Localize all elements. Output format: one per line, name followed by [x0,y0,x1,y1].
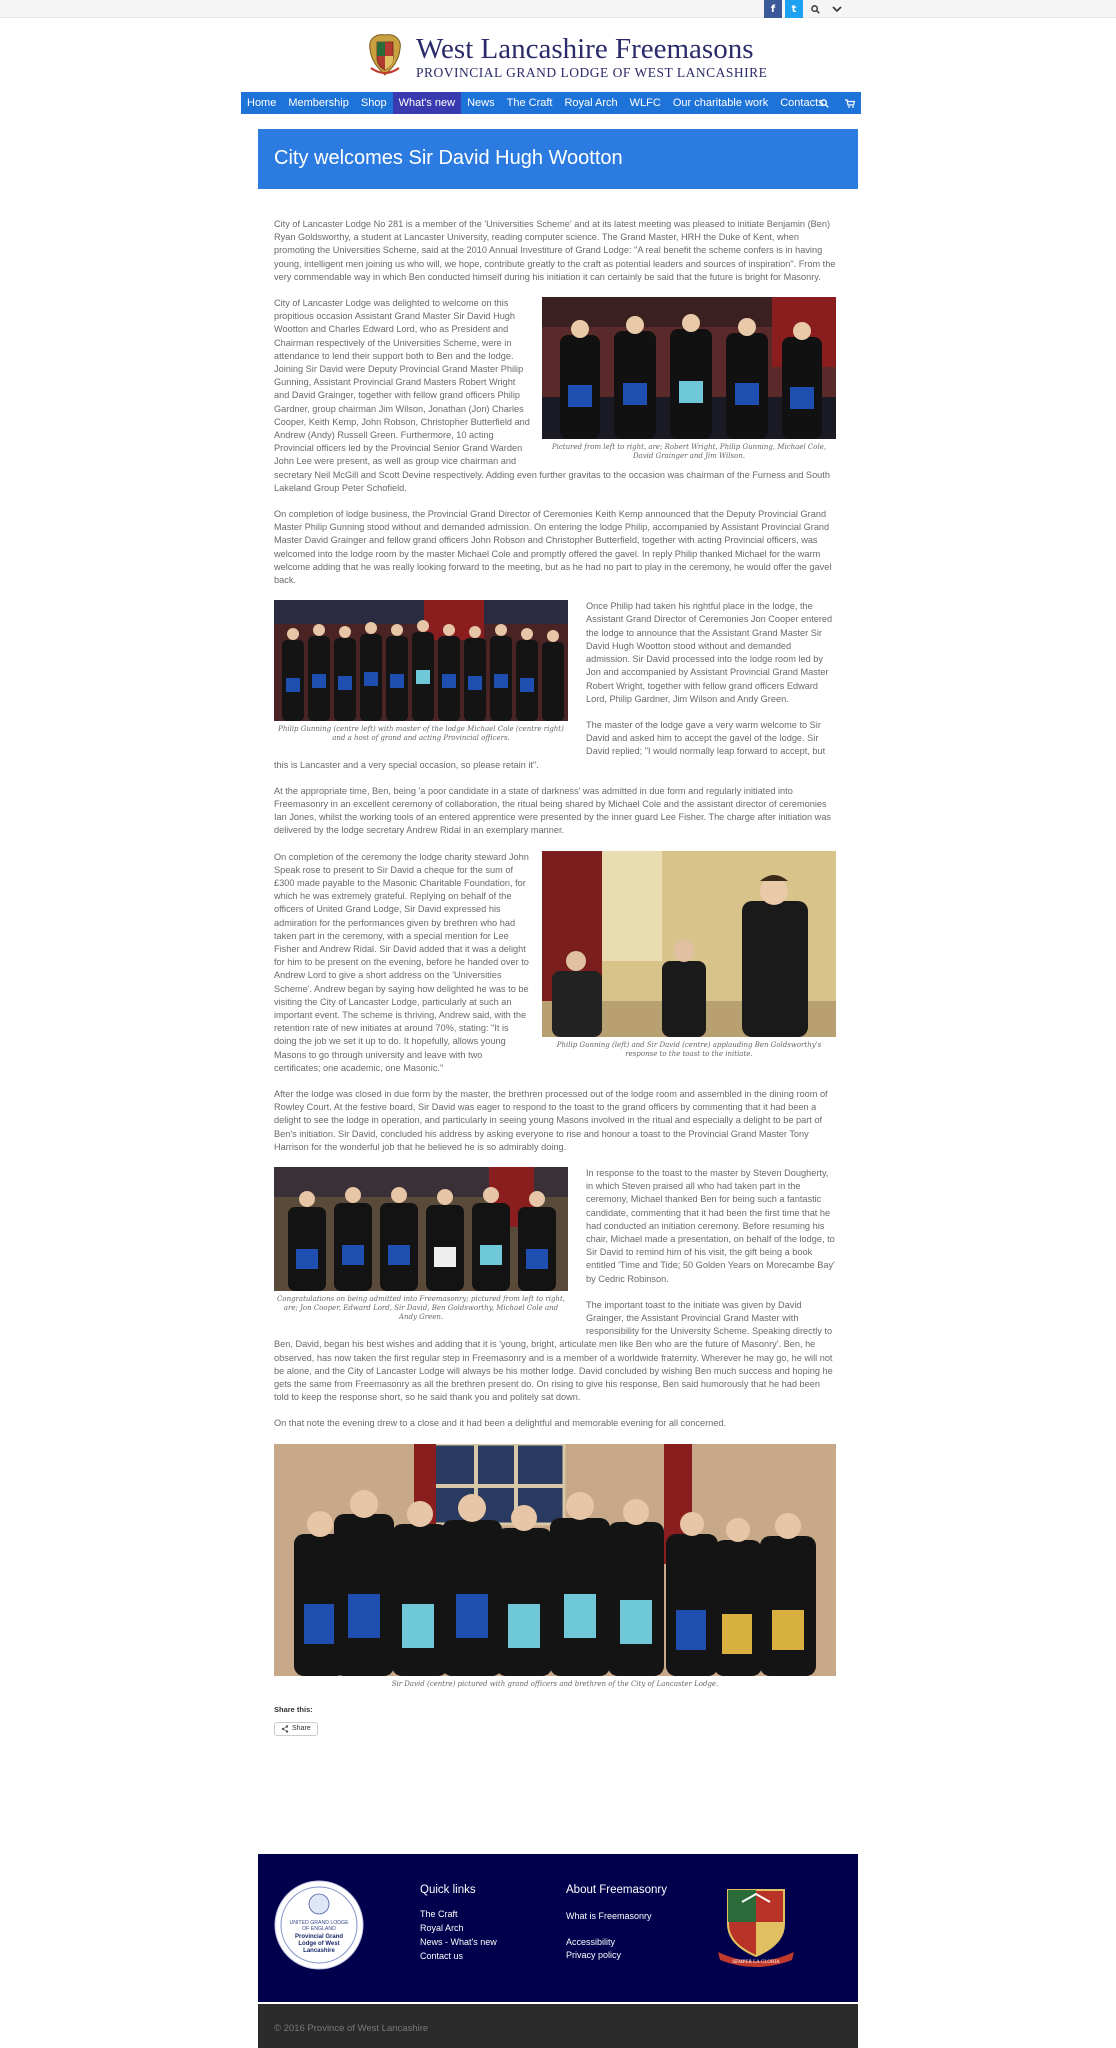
article-paragraph: On completion of lodge business, the Provincial Grand Director of Ceremonies Keith Kemp announced that the Deputy Provincial Grand Master Philip Gunning stood without and demanded admission. On entering the lodge Philip, accompanied by Assistant Provincial Grand Master David Grainger and fellow grand officers John Robson and Christopher Butterfield, together with acting Provincial officers, was welcomed into the lodge room by the master Michael Cole and promptly offered the gavel. In reply Philip thanked Michael for the warm welcome adding that he was really looking forward to the meeting, but as he had no part to play in the ceremony, he would offer the gavel back. [274,509,832,586]
footer-link-news[interactable]: News - What's new [420,1937,497,1947]
photo-figure [542,297,836,461]
main-nav [241,92,861,114]
article-body [274,218,836,1737]
nav-item-membership[interactable]: Membership [288,97,349,109]
photo-caption: Sir David (centre) pictured with grand officers and brethren of the City of Lancaster Lodge. [391,1679,719,1688]
copyright-text: © 2016 Province of West Lancashire [274,2023,429,2034]
site-logo[interactable] [362,32,768,80]
share-button-label: Share [292,1725,311,1733]
nav-item-home[interactable]: Home [247,97,277,109]
photo-figure [274,1167,568,1322]
article-paragraph: The important toast to the initiate was given by David Grainger, the Assistant Provincial Grand Master with responsibility for the University Scheme. Speaking directly to Ben, David, began his best wishes and adding that it is 'young, bright, articulate men like Ben who are the future of Masonry'. Ben, he observed, has now taken the first regular step in Freemasonry and is a member of a worldwide fraternity. Wherever he may go, he will not be alone, and the City of Lancaster Lodge will always be his mother lodge. David concluded by wishing Ben much success and hoping he gets the same from Freemasonry as all the brethren present do. On rising to give his response, Ben said humorously that he had been told to keep the response short, so he said thank you and politely sat down. [274,1299,833,1403]
quick-links-title: Quick links [420,1884,476,1896]
nav-item-the-craft[interactable]: The Craft [506,97,553,109]
copyright-bar [258,2004,858,2048]
article-paragraph: After the lodge was closed in due form by the master, the brethren processed out of the lodge room and assembled in the dining room of Rowley Court. At the festive board, Sir David was eager to respond to the toast to the grand officers by commenting that it had been a delight to see the lodge in operation, and particularly in seeing young Masons involved in the ritual and especially a delight to be part of Ben's initiation. Sir David, concluded his address by asking everyone to rise and honour a toast to the Provincial Grand Master Tony Harrison for the wonderful job that he believed he is so admirably doing. [274,1088,828,1152]
twitter-icon[interactable]: t [785,0,803,18]
seal-line-1: UNITED GRAND LODGE [289,1920,349,1926]
facebook-icon[interactable]: f [764,0,782,18]
share-icon [281,1725,289,1733]
article-paragraph: The master of the lodge gave a very warm welcome to Sir David and asked him to accept the gavel of the lodge. Sir David replied; "I would normally leap forward to accept, but this is Lancaster and a very special occasion, so please retain it". [274,719,826,770]
photo-caption: Pictured from left to right, are; Robert Wright, Philip Gunning, Michael Cole, David Grainger and Jim Wilson. [551,443,827,461]
chevron-down-icon[interactable] [828,0,846,18]
photo-figure [274,600,568,743]
article-paragraph: Once Philip had taken his rightful place in the lodge, the Assistant Grand Director of Ceremonies Jon Cooper entered the lodge to announce that the Assistant Grand Master Sir David Hugh Wootton stood without and demanded admission. Sir David processed into the lodge room led by Jon and accompanied by Assistant Provincial Grand Master Robert Wright, together with fellow grand officers Edward Lord, Philip Gardner, Jim Wilson and Andy Green. [586,601,833,704]
article-paragraph: City of Lancaster Lodge No 281 is a member of the 'Universities Scheme' and at its latest meeting was pleased to initiate Benjamin (Ben) Ryan Goldsworthy, a student at Lancaster University, reading computer science. The Grand Master, HRH the Duke of Kent, when promoting the Universities Scheme, said at the 2010 Annual Investiture of Grand Lodge: "A real benefit the scheme confers is in having young, intelligent men joining us who will, we hope, contribute greatly to the craft as potential leaders and sources of inspiration". From the very commendable way in which Ben conducted himself during his initiation it can certainly be said that the future is bright for Masonry. [274,219,836,282]
nav-item-news[interactable]: News [467,97,495,109]
article-paragraph: In response to the toast to the master by Steven Dougherty, in which Steven praised all who had taken part in the ceremony, Michael thanked Ben for being such a fantastic candidate, commenting that it had been the first time that he had conducted an initiation ceremony. Before resuming his chair, Michael made a presentation, on behalf of the lodge, to Sir David to remind him of his visit, the gift being a book entitled 'Time and Tide; 50 Golden Years on Morecambe Bay' by Cedric Robinson. [586,1168,835,1284]
group-photo[interactable] [274,1167,568,1291]
grand-lodge-seal[interactable] [274,1880,364,1970]
footer-link-what-is[interactable]: What is Freemasonry [566,1911,652,1921]
logo-subtitle: PROVINCIAL GRAND LODGE OF WEST LANCASHIRE [416,65,768,80]
page-title: City welcomes Sir David Hugh Wootton [274,147,623,169]
crest-icon [362,32,408,78]
group-photo[interactable] [274,1444,836,1676]
nav-item-wlfc[interactable]: WLFC [629,97,661,109]
dining-photo[interactable] [542,851,836,1037]
share-button[interactable] [274,1722,318,1736]
group-photo[interactable] [274,600,568,721]
photo-figure [274,1444,836,1689]
nav-item-whats-new[interactable]: What's new [393,92,462,114]
top-bar [0,0,1116,18]
photo-caption: Philip Gunning (centre left) with master of the lodge Michael Cole (centre right) and a host of grand and acting Provincial officers. [278,725,564,743]
seal-line-2: OF ENGLAND [302,1926,336,1932]
footer-link-contact[interactable]: Contact us [420,1951,464,1961]
footer-link-accessibility[interactable]: Accessibility [566,1937,616,1947]
article-paragraph: City of Lancaster Lodge was delighted to welcome on this propitious occasion Assistant Grand Master Sir David Hugh Wootton and Charles Edward Lord, who as President and Chairman respectively of the Universities Scheme, were in attendance to lend their support both to Ben and the lodge. Joining Sir David were Deputy Provincial Grand Master Philip Gunning, Assistant Provincial Grand Masters Robert Wright and David Grainger, together with fellow grand officers Philip Gardner, group chairman Jim Wilson, Jonathan (Jon) Charles Cooper, Keith Kemp, John Robson, Christopher Butterfield and Andrew (Andy) Russell Green. Furthermore, 10 acting Provincial officers led by the Provincial Senior Grand Warden John Lee were present, as well as group vice chairman and secretary Neil McGill and Scott Devine respectively. Adding even further gravitas to the occasion was chairman of the Furness and South Lakeland Group Peter Schofield. [274,298,830,493]
search-icon[interactable] [820,92,829,114]
footer [258,1854,858,2002]
seal-line-4: Lodge of West [298,1941,340,1947]
seal-line-5: Lancashire [303,1948,335,1954]
logo-title: West Lancashire Freemasons [416,33,754,65]
article-paragraph: On completion of the ceremony the lodge charity steward John Speak rose to present to Sir David a cheque for the sum of £300 made payable to the Masonic Charitable Foundation, for which he was extremely grateful. Replying on behalf of the officers of United Grand Lodge, Sir David expressed his admiration for the performances given by brethren who had taken part in the ceremony, with a special mention for Lee Fisher and Andrew Ridal. Sir David added that it was a delight for him to be present on the evening, before he handed over to Andrew Lord to give a short address on the 'Universities Scheme'. Andrew began by saying how delighted he was to be visiting the City of Lancaster Lodge, particularly at such an important event. The scheme is thriving, Andrew said, with the retention rate of new initiates at around 70%, stating: "It is doing the job we set it up to do. It hopefully, allows young Masons to go through university and leave with two certificates; one academic, one Masonic." [274,851,529,1073]
footer-link-privacy[interactable]: Privacy policy [566,1950,622,1960]
province-crest[interactable] [714,1884,798,1968]
photo-figure [542,851,836,1059]
nav-item-royal-arch[interactable]: Royal Arch [564,97,618,109]
photo-caption: Philip Gunning (left) and Sir David (centre) applauding Ben Goldsworthy's response to the toast to the initiate. [556,1040,822,1058]
share-title: Share this: [274,1704,313,1714]
search-icon[interactable] [806,0,824,18]
article-paragraph: On that note the evening drew to a close and it had been a delightful and memorable evening for all concerned. [274,1418,727,1429]
nav-item-contacts[interactable]: Contacts [780,97,824,109]
crest-motto: SEMPER LA GLORIA [732,1960,780,1965]
nav-item-charitable-work[interactable]: Our charitable work [672,97,769,109]
seal-line-3: Provincial Grand [294,1934,344,1940]
group-photo[interactable] [542,297,836,439]
nav-item-shop[interactable]: Shop [360,97,387,109]
footer-link-royal-arch[interactable]: Royal Arch [420,1923,464,1933]
about-title: About Freemasonry [566,1884,667,1896]
photo-caption: Congratulations on being admitted into Freemasonry; pictured from left to right, are; Jon Cooper, Edward Lord, Sir David, Ben Goldsworthy, Michael Cole and Andy Green. [277,1295,565,1321]
title-banner [258,129,858,189]
article-paragraph: At the appropriate time, Ben, being 'a poor candidate in a state of darkness' was admitted in due form and regularly initiated into Freemasonry in an excellent ceremony of collaboration, the ritual being shared by Michael Cole and the assistant director of ceremonies Ian Jones, whilst the working tools of an entered apprentice were presented by the inner guard Lee Fisher. The charge after initiation was delivered by the lodge secretary Andrew Ridal in an exemplary manner. [274,785,832,836]
cart-icon[interactable] [845,92,855,114]
footer-link-the-craft[interactable]: The Craft [420,1909,458,1919]
